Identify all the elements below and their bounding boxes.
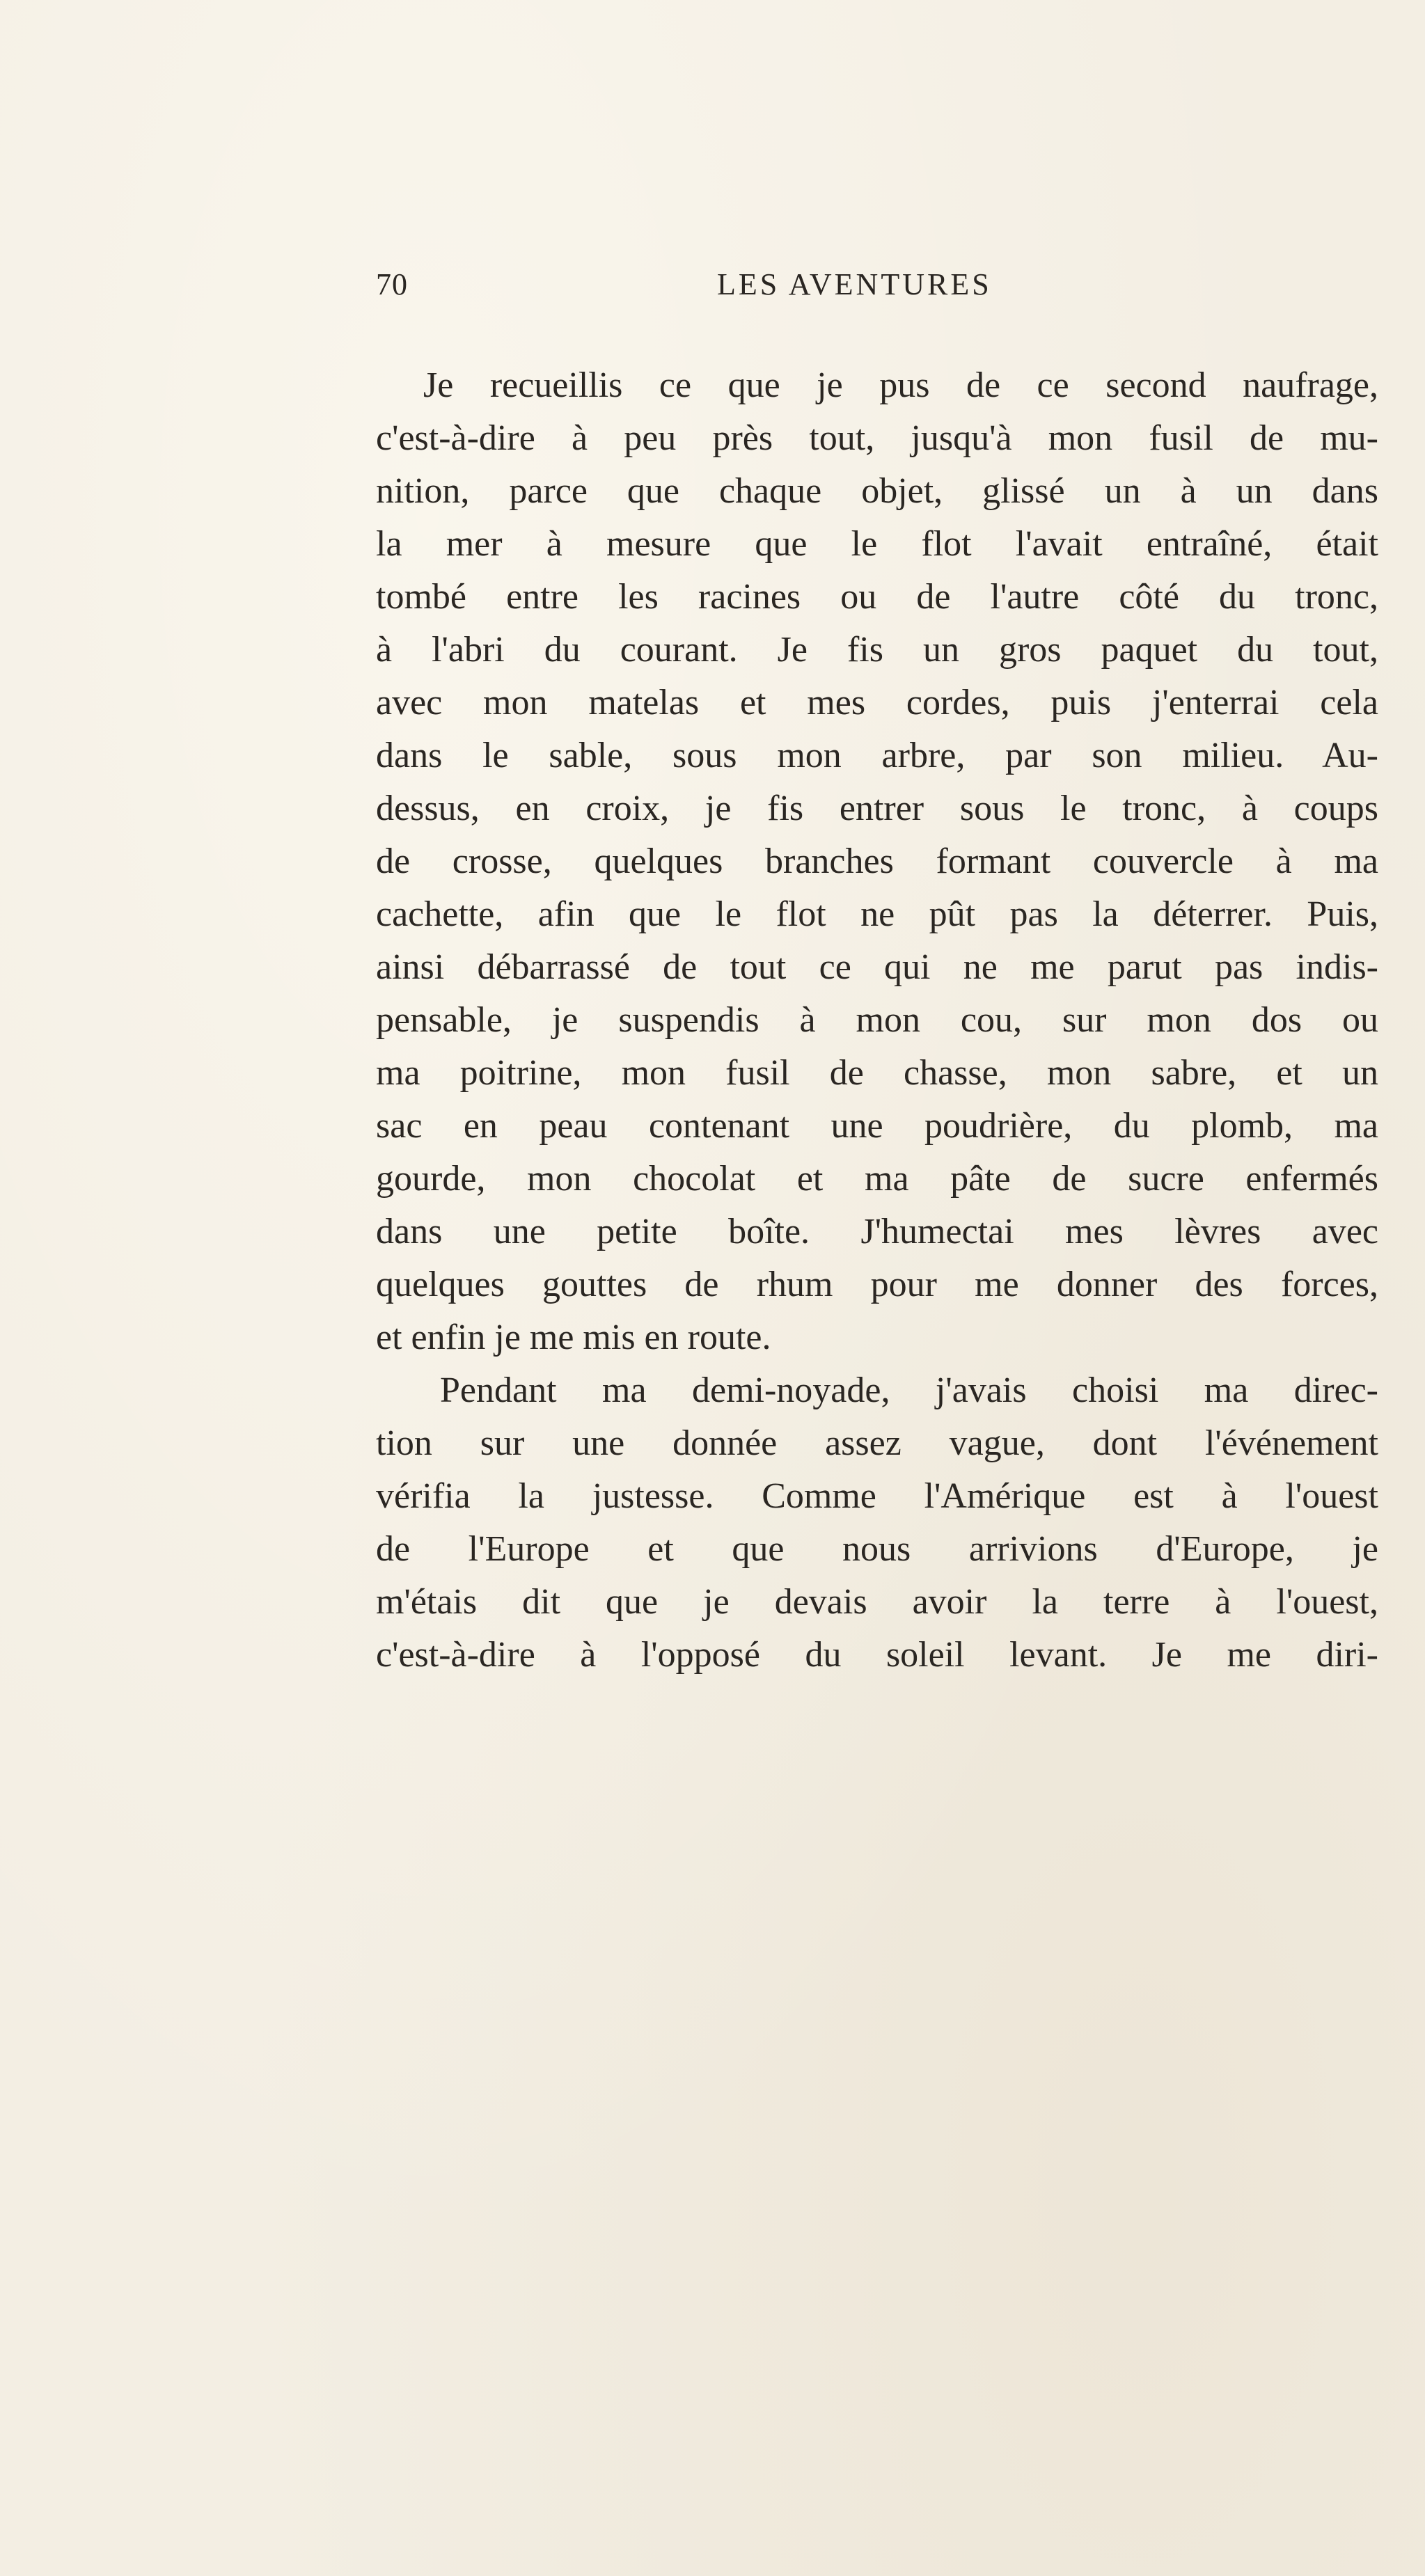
text-line: dans le sable, sous mon arbre, par son milieu. Au- — [376, 736, 1378, 775]
text-line: c'est-à-dire à peu près tout, jusqu'à mon fusil de mu- — [376, 418, 1378, 458]
text-line: quelques gouttes de rhum pour me donner des forces, — [376, 1265, 1378, 1304]
text-line: de l'Europe et que nous arrivions d'Europe, je — [376, 1529, 1378, 1569]
text-line: avec mon matelas et mes cordes, puis j'enterrai cela — [376, 683, 1378, 722]
text-line: dessus, en croix, je fis entrer sous le tronc, à coups — [376, 789, 1378, 828]
text-line: m'étais dit que je devais avoir la terre à l'ouest, — [376, 1582, 1378, 1622]
text-line: cachette, afin que le flot ne pût pas la déterrer. Puis, — [376, 894, 1378, 934]
text-line: Pendant ma demi-noyade, j'avais choisi ma direc- — [440, 1370, 1378, 1410]
text-line: dans une petite boîte. J'humectai mes lèvres avec — [376, 1212, 1378, 1251]
text-line: de crosse, quelques branches formant couvercle à ma — [376, 841, 1378, 881]
text-line: pensable, je suspendis à mon cou, sur mon dos ou — [376, 1000, 1378, 1040]
text-line: à l'abri du courant. Je fis un gros paquet du tout, — [376, 630, 1378, 670]
text-line: ma poitrine, mon fusil de chasse, mon sabre, et un — [376, 1053, 1378, 1093]
text-line: sac en peau contenant une poudrière, du plomb, ma — [376, 1106, 1378, 1146]
text-line: ainsi débarrassé de tout ce qui ne me parut pas indis- — [376, 947, 1378, 987]
body-text — [376, 359, 1378, 1682]
text-line: vérifia la justesse. Comme l'Amérique est à l'ouest — [376, 1476, 1378, 1516]
page-number: 70 — [376, 267, 408, 301]
text-line: gourde, mon chocolat et ma pâte de sucre enfermés — [376, 1159, 1378, 1199]
page-header — [376, 260, 1378, 309]
text-line: tion sur une donnée assez vague, dont l'événement — [376, 1423, 1378, 1463]
text-line: tombé entre les racines ou de l'autre côté du tronc, — [376, 577, 1378, 617]
text-line: et enfin je me mis en route. — [376, 1318, 771, 1357]
text-line: c'est-à-dire à l'opposé du soleil levant. Je me diri- — [376, 1635, 1378, 1675]
text-line: la mer à mesure que le flot l'avait entraîné, était — [376, 524, 1378, 564]
text-line: nition, parce que chaque objet, glissé un à un dans — [376, 471, 1378, 511]
text-line: Je recueillis ce que je pus de ce second naufrage, — [423, 365, 1378, 405]
running-head: LES AVENTURES — [717, 267, 992, 301]
